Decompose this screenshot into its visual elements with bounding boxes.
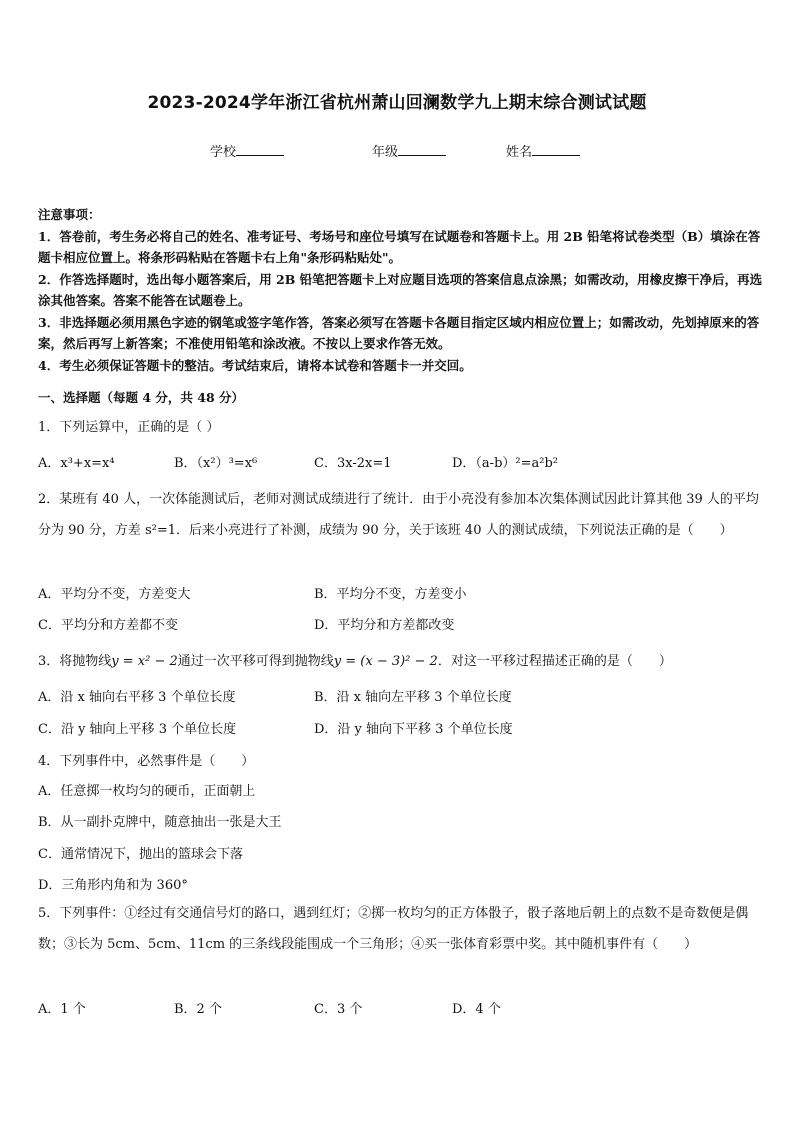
q5-option-a[interactable]: A．1 个 xyxy=(38,1002,86,1017)
q5-stem: 5．下列事件：①经过有交通信号灯的路口，遇到红灯；②掷一枚均匀的正方体骰子，骰子落地后朝上的点数不是奇数便是偶数；③长为 5cm、5cm、11cm 的三条线段能围成一个三角形；④买一张体育彩票中奖。其中随机事件有（ ） xyxy=(38,906,749,952)
q2-option-c[interactable]: C．平均分和方差都不变 xyxy=(38,618,178,633)
name-field[interactable] xyxy=(506,141,580,160)
q3-option-a[interactable]: A．沿 x 轴向右平移 3 个单位长度 xyxy=(38,690,236,705)
q1-stem: 1．下列运算中，正确的是（ ） xyxy=(38,420,220,435)
school-blank[interactable] xyxy=(236,143,284,156)
q1-option-a[interactable]: A．x³+x=x⁴ xyxy=(38,456,115,471)
exam-title: 2023-2024学年浙江省杭州萧山回澜数学九上期末综合测试试题 xyxy=(147,93,647,113)
q4-option-a[interactable]: A．任意掷一枚均匀的硬币，正面朝上 xyxy=(38,784,256,799)
school-field[interactable] xyxy=(210,141,284,160)
grade-blank[interactable] xyxy=(398,143,446,156)
q4-option-d[interactable]: D．三角形内角和为 360° xyxy=(38,878,188,893)
q5-option-b[interactable]: B．2 个 xyxy=(174,1002,222,1017)
grade-field[interactable] xyxy=(372,141,446,160)
q3-option-c[interactable]: C．沿 y 轴向上平移 3 个单位长度 xyxy=(38,722,237,737)
q3-stem-post: ．对这一平移过程描述正确的是（ ） xyxy=(437,654,672,669)
q2-option-a[interactable]: A．平均分不变，方差变大 xyxy=(38,587,191,602)
q3-stem-mid: 通过一次平移可得到抛物线 xyxy=(177,654,334,669)
q2-stem: 2．某班有 40 人，一次体能测试后，老师对测试成绩进行了统计．由于小亮没有参加本次集体测试因此计算其他 39 人的平均分为 90 分，方差 s²=1．后来小亮进行了补测，成绩为 90 分，关于该班 40 人的测试成绩，下列说法正确的是（ ） xyxy=(38,492,759,538)
q3-stem-pre: 3．将抛物线 xyxy=(38,654,112,669)
q4-stem: 4．下列事件中，必然事件是（ ） xyxy=(38,754,255,769)
q1-option-b[interactable]: B．（x²）³=x⁶ xyxy=(174,456,258,471)
note-item: 1．答卷前，考生务必将自己的姓名、准考证号、考场号和座位号填写在试题卷和答题卡上。用 2B 铅笔将试卷类型（B）填涂在答题卡相应位置上。将条形码粘贴在答题卡右上角"条形码粘贴处"。 xyxy=(38,228,761,265)
notes-heading: 注意事项： xyxy=(38,207,101,222)
q4-option-b[interactable]: B．从一副扑克牌中，随意抽出一张是大王 xyxy=(38,815,282,830)
q3-option-d[interactable]: D．沿 y 轴向下平移 3 个单位长度 xyxy=(314,722,513,737)
q2-option-d[interactable]: D．平均分和方差都改变 xyxy=(314,618,455,633)
section-heading: 一、选择题（每题 4 分，共 48 分） xyxy=(38,390,245,405)
school-label: 学校 xyxy=(210,145,237,160)
name-blank[interactable] xyxy=(532,143,580,156)
q1-option-c[interactable]: C．3x-2x=1 xyxy=(314,456,392,471)
note-item: 2．作答选择题时，选出每小题答案后，用 2B 铅笔把答题卡上对应题目选项的答案信息点涂黑；如需改动，用橡皮擦干净后，再选涂其他答案。答案不能答在试题卷上。 xyxy=(38,271,763,308)
note-item: 4．考生必须保证答题卡的整洁。考试结束后，请将本试卷和答题卡一并交回。 xyxy=(38,357,472,373)
q3-option-b[interactable]: B．沿 x 轴向左平移 3 个单位长度 xyxy=(314,690,512,705)
q5-option-c[interactable]: C．3 个 xyxy=(314,1002,363,1017)
note-item: 3．非选择题必须用黑色字迹的钢笔或签字笔作答，答案必须写在答题卡各题目指定区域内相应位置上；如需改动，先划掉原来的答案，然后再写上新答案；不准使用铅笔和涂改液。不按以上要求作答无效。 xyxy=(38,314,760,351)
q4-option-c[interactable]: C．通常情况下，抛出的篮球会下落 xyxy=(38,847,243,862)
exam-notes xyxy=(38,204,770,376)
q5-option-d[interactable]: D．4 个 xyxy=(452,1002,501,1017)
q1-option-d[interactable]: D．（a-b）²=a²b² xyxy=(452,456,558,471)
q3-equation-2: y = (x − 3)² − 2 xyxy=(333,654,438,669)
name-label: 姓名 xyxy=(506,145,533,160)
q3-equation-1: y = x² − 2 xyxy=(111,654,178,669)
q3-stem xyxy=(38,650,672,669)
q2-option-b[interactable]: B．平均分不变，方差变小 xyxy=(314,587,467,602)
grade-label: 年级 xyxy=(372,145,399,160)
